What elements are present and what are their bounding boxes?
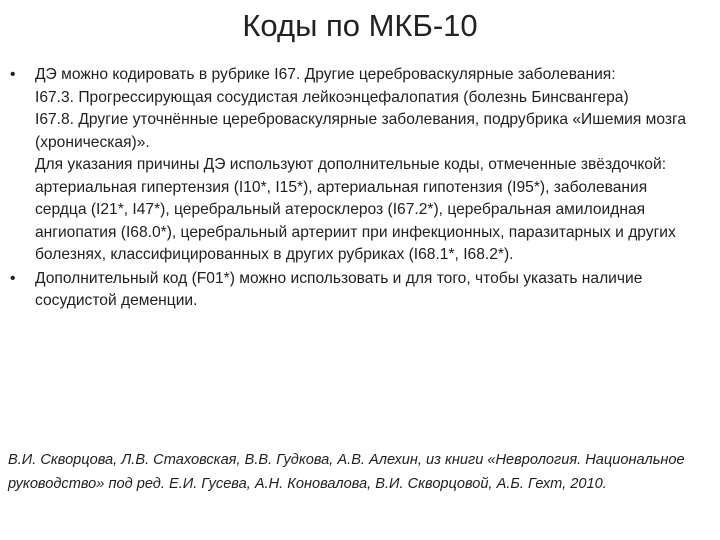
citation: В.И. Скворцова, Л.В. Стаховская, В.В. Гудкова, А.В. Алехин, из книги «Неврология. Национальное руководство» под ред. Е.И. Гусева, А.Н. Коновалова, В.И. Скворцовой, А.Б. Гехт, 2010. — [8, 452, 685, 492]
slide-title: Коды по МКБ-10 — [242, 8, 478, 43]
bullet-item-icd-codes — [10, 64, 702, 267]
bullet-item-additional-code — [10, 268, 702, 313]
bullet-paragraph: Для указания причины ДЭ используют дополнительные коды, отмеченные звёздочкой: артериальная гипертензия (I10*, I15*), артериальная гипотензия (I95*), заболевания сердца (I21*, I47*), церебральный атеросклероз (I67.2*), церебральная амилоидная ангиопатия (I68.0*), церебральный артериит при инфекционных, паразитарных и других болезнях, классифицированных в других рубриках (I68.1*, I68.2*). — [35, 156, 676, 263]
bullet-dot-icon: • — [10, 269, 16, 287]
bullet-dot-icon: • — [10, 66, 16, 83]
bullet-paragraph: I67.8. Другие уточнённые цереброваскулярные заболевания, подрубрика «Ишемия мозга (хроническая)». — [35, 111, 687, 151]
bullet-list — [10, 64, 702, 313]
bullet-paragraph: Дополнительный код (F01*) можно использовать и для того, чтобы указать наличие сосудистой деменции. — [35, 269, 643, 309]
bullet-paragraph: ДЭ можно кодировать в рубрике I67. Другие цереброваскулярные заболевания: — [35, 66, 616, 83]
bullet-paragraph: I67.3. Прогрессирующая сосудистая лейкоэнцефалопатия (болезнь Бинсвангера) — [35, 88, 629, 106]
